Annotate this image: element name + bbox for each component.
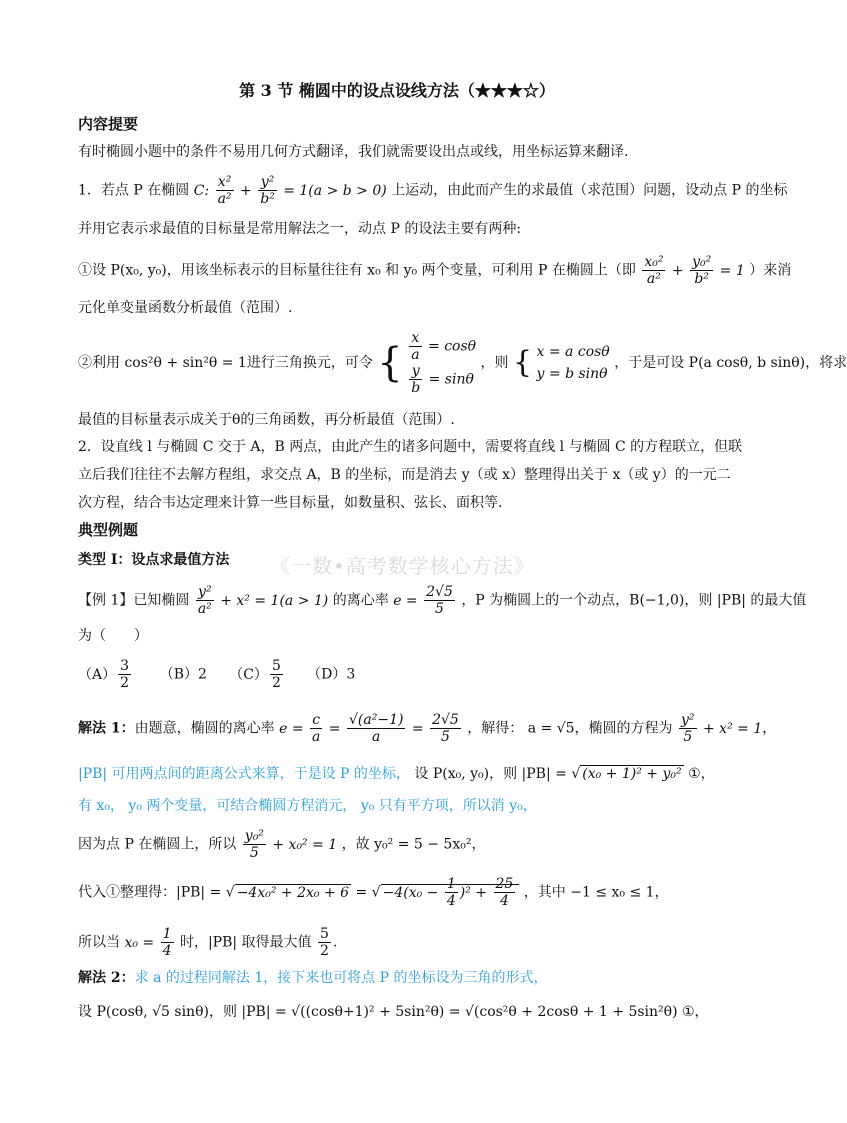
text-segment: ，则 [480,355,509,371]
option-a: （A） $\frac{3}{2}$ [78,658,130,691]
example-1-question-cont: 为（ ） [78,628,148,644]
text-segment: ①设 P(x₀, y₀)，用该坐标表示的目标量往往有 x₀ 和 y₀ 两个变量，可利用 P 在椭圆上（即 [78,262,636,279]
formula-trig-sub: $\frac{x}{a}$ = cosθ $\frac{y}{b}$ = sinθ [411,330,477,396]
formula-on-ellipse: $\frac{\text{x₀²}}{\text{a²}}$ + $\frac{\text{y₀²}}{\text{b²}}$ = 1 [644,254,745,287]
brace-icon: { [377,340,403,386]
option-d: （D）3 [307,666,356,683]
solution-2-line-1 [78,968,728,988]
comment-1 [78,764,728,784]
summary-point-1 [78,174,788,207]
summary-point-2-line-3: 次方程，结合韦达定理来计算一些目标量，如数量积、弦长、面积等. [78,495,503,511]
comment-2: 有 x₀， y₀ 两个变量，可结合椭圆方程消元， y₀ 只有平方项，所以消 y₀， [78,798,537,814]
text-segment: 代入①整理得：|PB| = [78,884,226,901]
solution-1-line-1: 解法 1：由题意，椭圆的离心率 e = $\frac{c}{a}$ = $\frac{\text{√(a²−1)}}{a}$ = $\frac{2√5}{5}$ ，解得： a = √5，椭圆的方程为 $\frac{\text{y²}}{5}$ + x² = 1， [78,712,777,745]
text-segment: 【例 1】已知椭圆 [78,592,190,609]
example-1-options [78,658,728,691]
solution-1-line-7: 所以当 x₀ = $\frac{1}{4}$ 时，|PB| 取得最大值 $\frac{5}{2}$ . [78,926,338,959]
formula-ellipse-ex1: $\frac{\text{y²}}{\text{a²}}$ + x² = 1(a > 1) [197,584,329,617]
summary-method-1 [78,254,792,287]
formula-ellipse-general: C: $\frac{\text{x²}}{\text{a²}}$ + $\frac{\text{y²}}{\text{b²}}$ = 1(a > b > 0) [193,174,387,207]
formula-distance: √ (x₀ + 1)² + y₀² [571,766,682,782]
text-segment: a = √5，椭圆的方程为 [527,720,673,737]
text-segment: 1．若点 P 在椭圆 [78,182,190,199]
examples-heading: 典型例题 [78,521,139,539]
text-segment: 设 P(x₀, y₀)，则 |PB| = [414,766,572,782]
text-segment: ，故 y₀² = 5 − 5x₀²， [341,836,486,853]
summary-heading: 内容提要 [78,115,139,133]
text-segment: ）来消 [749,262,792,279]
comment-text: 求 a 的过程同解法 1，接下来也可将点 P 的坐标设为三角的形式， [134,970,548,986]
formula-eccentricity: e = $\frac{2√5}{5}$ [393,584,453,617]
solution-1-line-5 [78,828,728,861]
text-segment: ，其中 −1 ≤ x₀ ≤ 1， [523,884,669,901]
summary-point-1-cont: 并用它表示求最值的目标量是常用解法之一，动点 P 的设法主要有两种: [78,221,522,237]
watermark: 《一数•高考数学核心方法》 [270,554,535,578]
text-segment: 时，|PB| 取得最大值 [179,934,312,951]
comment-text: |PB| 可用两点间的距离公式来算，于是设 P 的坐标， [78,766,410,782]
formula-x0: x₀ = $\frac{1}{4}$ [124,926,172,959]
solution-2-line-2: 设 P(cosθ, √5 sinθ)，则 |PB| = √((cosθ+1)² + 5sin²θ) = √(cos²θ + 2cosθ + 1 + 5sin²θ) ①， [78,1004,709,1020]
text-segment: ，P 为椭圆上的一个动点，B(−1,0)，则 |PB| 的最大值 [461,592,807,609]
solution-1-line-6 [78,876,728,909]
text-segment: 所以当 [78,934,120,951]
text-segment: 因为点 P 在椭圆上，所以 [78,836,237,853]
option-b: （B）2 [159,666,207,683]
summary-point-2-line-2: 立后我们往往不去解方程组，求交点 A，B 的坐标，而是消去 y（或 x）整理得出关于 x（或 y）的一元二 [78,467,731,483]
summary-method-2 [78,330,847,396]
option-c: （C） $\frac{5}{2}$ [229,658,281,691]
formula-pb-sqrt: √ −4x₀² + 2x₀ + 6 = √ −4(x₀ − $\frac{1}{4}$ )² + $\frac{25}{4}$ [226,884,520,901]
page-title: 第 3 节 椭圆中的设点设线方法（★★★☆） [239,81,555,100]
formula-max: $\frac{5}{2}$ [320,926,329,959]
text-segment: 上运动，由此而产生的求最值（求范围）问题，设动点 P 的坐标 [391,182,788,199]
solution-label: 解法 2： [78,970,135,986]
summary-point-2-line-1: 2．设直线 l 与椭圆 C 交于 A，B 两点，由此产生的诸多问题中，需要将直线 l 与椭圆 C 的方程联立，但联 [78,439,743,455]
summary-method-2-cont: 最值的目标量表示成关于θ的三角函数，再分析最值（范围）. [78,412,455,428]
summary-intro: 有时椭圆小题中的条件不易用几何方式翻译，我们就需要设出点或线，用坐标运算来翻译. [78,144,629,160]
formula-on-ellipse-ex1: $\frac{\text{y₀²}}{5}$ + x₀² = 1 [244,828,338,861]
formula-ellipse-result: $\frac{\text{y²}}{5}$ + x² = 1 [681,712,763,745]
text-segment: ①， [688,766,715,782]
text-segment: 的离心率 [332,592,389,609]
text-segment: ，解得： [467,720,524,737]
formula-e-calc: e = $\frac{c}{a}$ = $\frac{\text{√(a²−1)}}{a}$ = $\frac{2√5}{5}$ [279,712,459,745]
formula-param: x = a cosθ y = b sinθ [536,344,610,382]
type-1-heading: 类型 I：设点求最值方法 [78,552,230,568]
text-segment: ②利用 cos²θ + sin²θ = 1进行三角换元，可令 [78,355,373,371]
text-segment: 由题意，椭圆的离心率 [134,720,275,737]
text-segment: ，于是可设 P(a cosθ, b sinθ)，将求 [614,355,847,371]
solution-label: 解法 1： [78,720,135,737]
example-1-question [78,584,807,617]
brace-icon: { [512,345,533,380]
summary-method-1-cont: 元化单变量函数分析最值（范围）. [78,300,293,316]
